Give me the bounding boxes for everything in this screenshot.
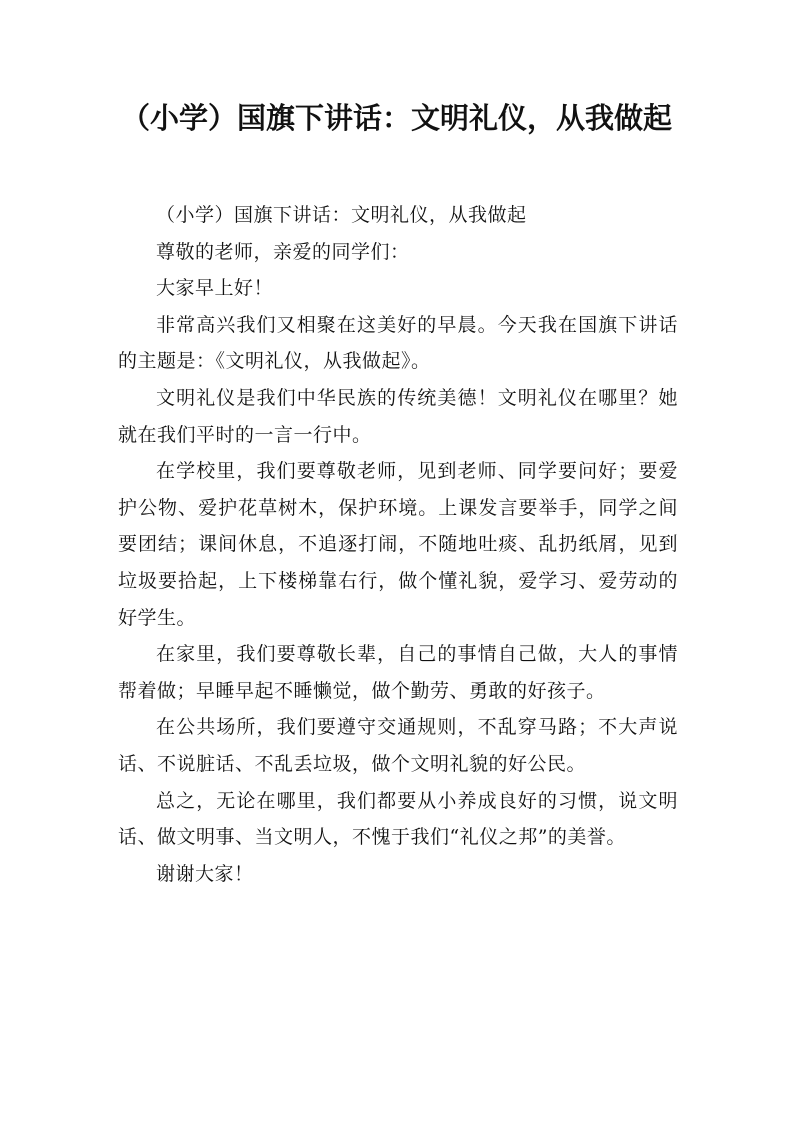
paragraph-intro: 非常高兴我们又相聚在这美好的早晨。今天我在国旗下讲话的主题是：《文明礼仪，从我做起》。 — [118, 313, 678, 373]
paragraph-school: 在学校里，我们要尊敬老师，见到老师、同学要问好；要爱护公物、爱护花草树木，保护环境。上课发言要举手，同学之间要团结；课间休息，不追逐打闹，不随地吐痰、乱扔纸屑，见到垃圾要拾起，上下楼梯靠右行，做个懂礼貌，爱学习、爱劳动的好学生。 — [118, 460, 678, 629]
paragraph-thanks: 谢谢大家！ — [156, 862, 254, 885]
paragraph-home: 在家里，我们要尊敬长辈，自己的事情自己做，大人的事情帮着做；早睡早起不睡懒觉，做个勤劳、勇敢的好孩子。 — [118, 643, 678, 702]
paragraph-public: 在公共场所，我们要遵守交通规则，不乱穿马路；不大声说话、不说脏话、不乱丢垃圾，做个文明礼貌的好公民。 — [118, 716, 678, 775]
paragraph-conclusion: 总之，无论在哪里，我们都要从小养成良好的习惯，说文明话、做文明事、当文明人，不愧于我们“礼仪之邦”的美誉。 — [118, 789, 678, 849]
document-body — [118, 197, 678, 892]
paragraph-salutation: 尊敬的老师，亲爱的同学们： — [156, 240, 410, 263]
paragraph-greeting: 大家早上好！ — [156, 277, 274, 300]
paragraph-tradition: 文明礼仪是我们中华民族的传统美德！文明礼仪在哪里？她就在我们平时的一言一行中。 — [118, 386, 678, 446]
document-title: （小学）国旗下讲话：文明礼仪，从我做起 — [120, 101, 672, 135]
paragraph-subtitle: （小学）国旗下讲话：文明礼仪，从我做起 — [156, 204, 527, 226]
